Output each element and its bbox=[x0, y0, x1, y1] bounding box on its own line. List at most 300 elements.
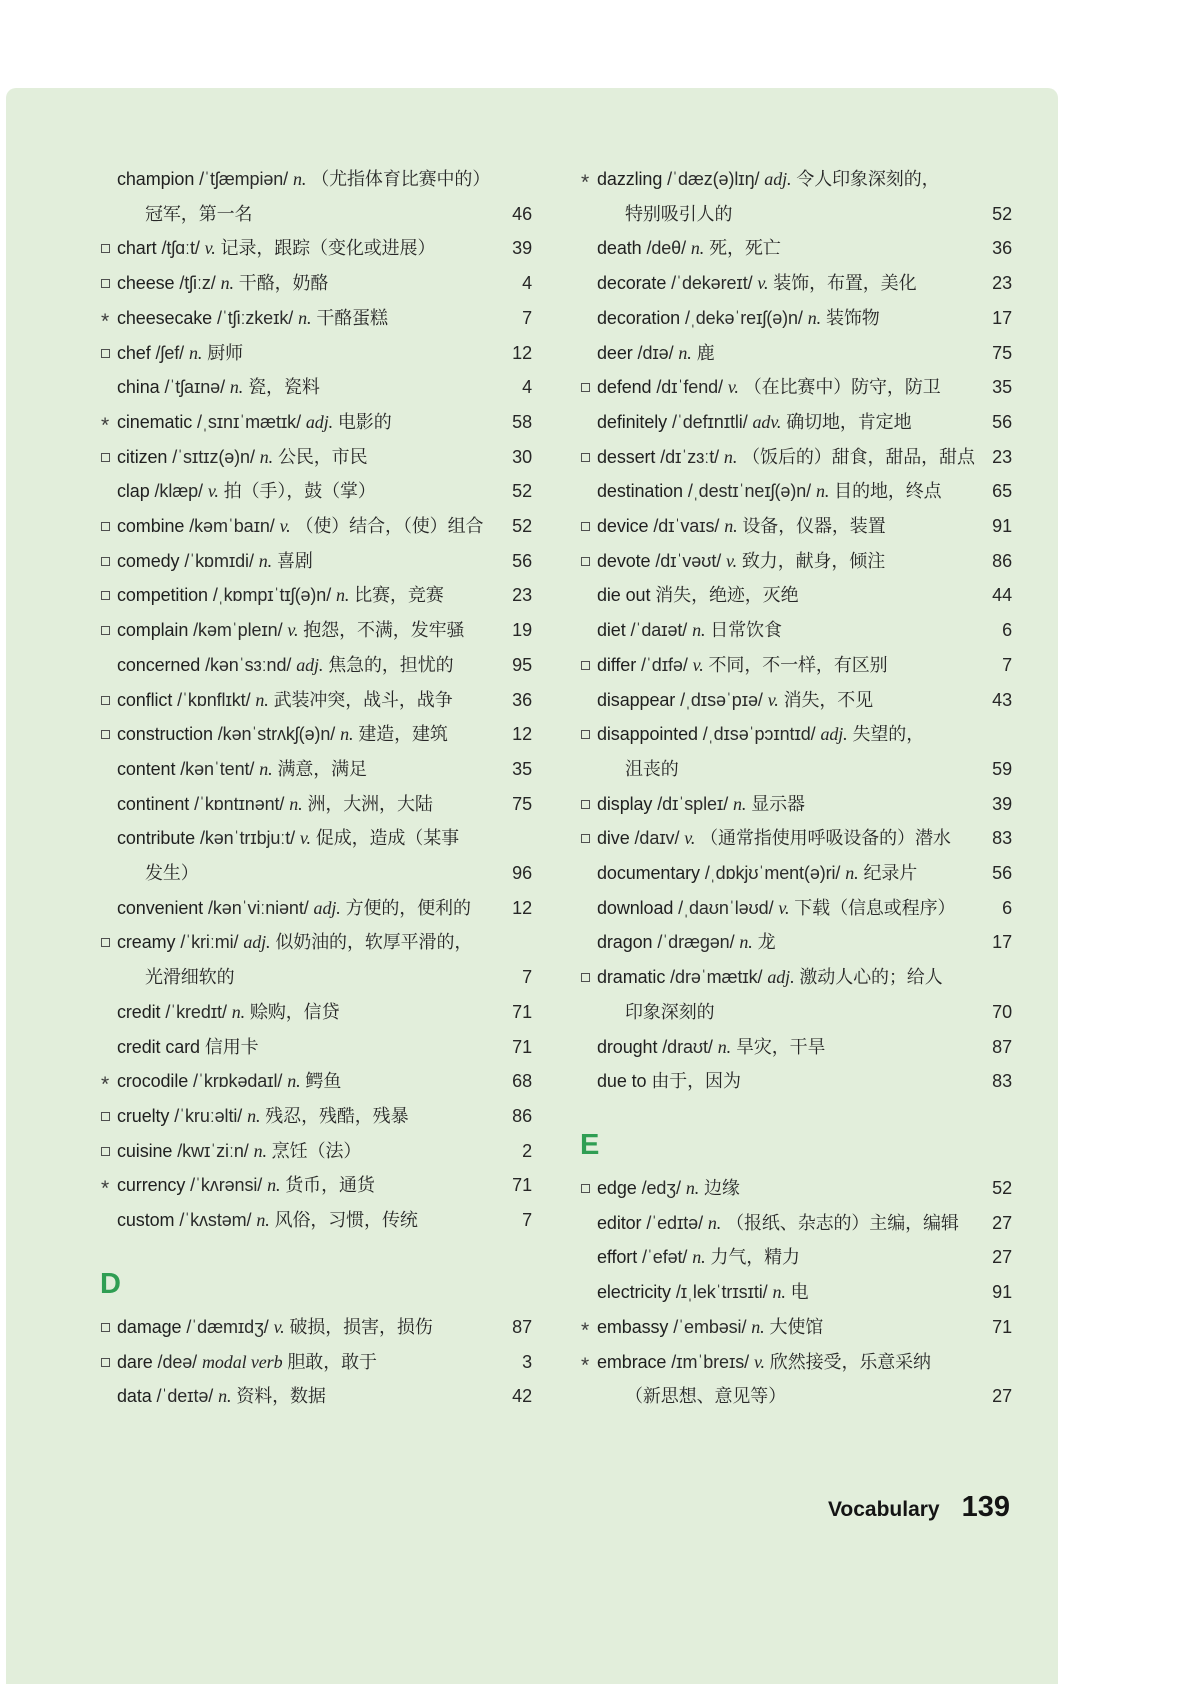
part-of-speech: n. bbox=[772, 1282, 786, 1303]
star-marker bbox=[100, 1168, 117, 1203]
page-number: 35 bbox=[512, 758, 532, 779]
entry-text bbox=[597, 1240, 986, 1275]
entry-text bbox=[117, 544, 506, 579]
no-marker bbox=[100, 648, 117, 683]
part-of-speech: adj. bbox=[313, 897, 341, 918]
entry-line bbox=[100, 648, 532, 683]
page-number: 30 bbox=[512, 446, 532, 467]
entry-line-continuation bbox=[580, 995, 1012, 1030]
phonetic-transcription: /dɪˈvəʊt/ bbox=[655, 550, 722, 571]
vocab-entry bbox=[580, 544, 1012, 579]
vocab-entry bbox=[100, 1168, 532, 1203]
part-of-speech: n. bbox=[807, 307, 822, 328]
definition: 赊购，信贷 bbox=[249, 1001, 340, 1022]
page-number: 70 bbox=[992, 1001, 1012, 1022]
term: citizen bbox=[117, 446, 168, 467]
page-footer bbox=[828, 1491, 1010, 1524]
entry-text bbox=[117, 301, 506, 336]
new-word-box-marker bbox=[100, 544, 117, 579]
part-of-speech: n. bbox=[289, 793, 303, 814]
definition-continuation: 发生） bbox=[145, 863, 199, 884]
vocab-entry bbox=[100, 405, 532, 440]
entry-line bbox=[580, 301, 1012, 336]
phonetic-transcription: /ˈdefɪnɪtli/ bbox=[671, 411, 748, 432]
entry-text bbox=[597, 578, 986, 613]
term: combine bbox=[117, 516, 185, 537]
page-number: 12 bbox=[512, 897, 532, 918]
entry-line bbox=[580, 925, 1012, 960]
new-word-box-marker bbox=[100, 509, 117, 544]
vocab-entry bbox=[580, 856, 1012, 891]
definition: 洲，大洲，大陆 bbox=[307, 793, 433, 814]
phonetic-transcription: /ˈkrɒkədaɪl/ bbox=[193, 1071, 283, 1092]
entry-text bbox=[117, 162, 532, 197]
entry-line bbox=[580, 683, 1012, 718]
entry-line bbox=[100, 474, 532, 509]
page-number: 87 bbox=[992, 1036, 1012, 1057]
definition: 力气，精力 bbox=[710, 1247, 800, 1268]
entry-text bbox=[117, 1203, 506, 1238]
phonetic-transcription: /klæp/ bbox=[154, 481, 203, 502]
page-number: 7 bbox=[522, 1210, 532, 1231]
part-of-speech: n. bbox=[267, 1175, 281, 1196]
definition: （通常指使用呼吸设备的）潜水 bbox=[700, 828, 951, 849]
page-number: 4 bbox=[522, 377, 532, 398]
new-word-box-marker bbox=[580, 648, 597, 683]
page-number: 36 bbox=[992, 238, 1012, 259]
phonetic-transcription: /drəˈmætɪk/ bbox=[670, 967, 763, 988]
phonetic-transcription: /dɪˈzɜːt/ bbox=[660, 446, 720, 467]
phonetic-transcription: /kənˈtent/ bbox=[180, 758, 255, 779]
new-word-box-marker bbox=[580, 821, 597, 856]
phonetic-transcription: /dɪˈvaɪs/ bbox=[653, 516, 720, 537]
definition: 确切地，肯定地 bbox=[786, 411, 912, 432]
definition: （使）结合，（使）组合 bbox=[295, 516, 484, 537]
entry-text bbox=[597, 1310, 986, 1345]
phonetic-transcription: /ˈkruːəlti/ bbox=[174, 1105, 243, 1126]
definition: 边缘 bbox=[704, 1177, 740, 1198]
vocab-entry bbox=[580, 648, 1012, 683]
term: electricity bbox=[597, 1282, 671, 1303]
definition: 目的地，终点 bbox=[834, 481, 942, 502]
vocabulary-page-panel bbox=[6, 88, 1058, 1684]
part-of-speech: adj. bbox=[243, 932, 271, 953]
star-marker bbox=[100, 405, 117, 440]
page-number: 12 bbox=[512, 724, 532, 745]
entry-text bbox=[117, 925, 532, 960]
part-of-speech: n. bbox=[692, 620, 706, 641]
phonetic-transcription: /ˈkriːmi/ bbox=[180, 932, 239, 953]
entry-line bbox=[100, 752, 532, 787]
entry-text bbox=[597, 891, 986, 926]
star-marker bbox=[580, 1345, 597, 1380]
no-marker bbox=[100, 821, 117, 856]
page-number: 7 bbox=[522, 307, 532, 328]
term: competition bbox=[117, 585, 208, 606]
page-number: 65 bbox=[992, 481, 1012, 502]
entry-line bbox=[100, 1064, 532, 1099]
vocab-entry bbox=[100, 162, 532, 231]
term: death bbox=[597, 238, 642, 259]
term: conflict bbox=[117, 689, 173, 710]
entry-text bbox=[597, 787, 986, 822]
entry-line bbox=[100, 717, 532, 752]
page-number: 17 bbox=[992, 307, 1012, 328]
definition: 消失，绝迹，灭绝 bbox=[655, 585, 799, 606]
term: disappear bbox=[597, 689, 676, 710]
page-number: 12 bbox=[512, 342, 532, 363]
term: crocodile bbox=[117, 1071, 189, 1092]
phonetic-transcription: /ˈdæz(ə)lɪŋ/ bbox=[667, 169, 760, 189]
part-of-speech: v. bbox=[767, 689, 779, 710]
part-of-speech: v. bbox=[757, 273, 769, 294]
vocabulary-columns bbox=[100, 162, 1012, 1414]
vocab-entry bbox=[580, 1030, 1012, 1065]
page-number: 71 bbox=[992, 1316, 1012, 1337]
part-of-speech: n. bbox=[253, 1140, 267, 1161]
part-of-speech: n. bbox=[218, 1386, 232, 1407]
entry-text bbox=[117, 1030, 506, 1065]
part-of-speech: modal verb bbox=[202, 1351, 283, 1372]
entry-text bbox=[117, 752, 506, 787]
definition: 信用卡 bbox=[204, 1036, 259, 1057]
term: china bbox=[117, 377, 160, 398]
phonetic-transcription: /kəmˈpleɪn/ bbox=[193, 620, 283, 641]
entry-text bbox=[597, 474, 986, 509]
term: complain bbox=[117, 620, 189, 641]
entry-line bbox=[580, 405, 1012, 440]
column-right bbox=[580, 162, 1012, 1414]
no-marker bbox=[580, 613, 597, 648]
term: due to bbox=[597, 1071, 647, 1092]
entry-line bbox=[580, 474, 1012, 509]
entry-line bbox=[580, 544, 1012, 579]
entry-line bbox=[580, 648, 1012, 683]
definition-continuation: 沮丧的 bbox=[625, 758, 679, 779]
page-number: 52 bbox=[512, 516, 532, 537]
new-word-box-marker bbox=[100, 683, 117, 718]
phonetic-transcription: /ɪmˈbreɪs/ bbox=[671, 1351, 750, 1372]
section-letter-header: D bbox=[100, 1267, 121, 1300]
entry-text bbox=[117, 821, 532, 856]
phonetic-transcription: /ˈkɒnflɪkt/ bbox=[177, 689, 251, 710]
no-marker bbox=[580, 301, 597, 336]
phonetic-transcription: /ˌsɪnɪˈmætɪk/ bbox=[197, 411, 301, 432]
new-word-box-marker bbox=[580, 509, 597, 544]
entry-line bbox=[100, 231, 532, 266]
definition: 破损，损害，损伤 bbox=[289, 1316, 433, 1337]
definition: 资料，数据 bbox=[236, 1386, 326, 1407]
term: decorate bbox=[597, 273, 667, 294]
phonetic-transcription: /tʃɑːt/ bbox=[161, 238, 200, 259]
part-of-speech: v. bbox=[778, 897, 790, 918]
vocab-entry bbox=[100, 683, 532, 718]
term: decoration bbox=[597, 307, 681, 328]
definition: 建造，建筑 bbox=[358, 724, 448, 745]
phonetic-transcription: /ˈdrægən/ bbox=[657, 932, 735, 953]
new-word-box-marker bbox=[100, 613, 117, 648]
phonetic-transcription: /ˈtʃæmpiən/ bbox=[199, 169, 289, 189]
entry-line bbox=[100, 683, 532, 718]
entry-line bbox=[100, 301, 532, 336]
entry-line bbox=[100, 1345, 532, 1380]
entry-line bbox=[580, 787, 1012, 822]
part-of-speech: n. bbox=[739, 932, 753, 953]
definition: 记录，跟踪（变化或进展） bbox=[220, 238, 436, 259]
vocab-entry bbox=[100, 613, 532, 648]
entry-text bbox=[117, 1099, 506, 1134]
entry-line bbox=[100, 162, 532, 197]
vocab-entry bbox=[580, 717, 1012, 786]
entry-text bbox=[117, 336, 506, 371]
term: destination bbox=[597, 481, 683, 502]
entry-text bbox=[597, 717, 1012, 752]
definition: 拍（手），鼓（掌） bbox=[223, 481, 376, 502]
phonetic-transcription: /ˈembəsi/ bbox=[673, 1316, 747, 1337]
definition: 干酪，奶酪 bbox=[238, 273, 329, 294]
new-word-box-marker bbox=[580, 1171, 597, 1206]
vocab-entry bbox=[100, 301, 532, 336]
vocab-entry bbox=[100, 1134, 532, 1169]
definition: 鹿 bbox=[696, 342, 715, 363]
part-of-speech: n. bbox=[815, 481, 830, 502]
term: cuisine bbox=[117, 1140, 173, 1161]
part-of-speech: v. bbox=[684, 828, 696, 849]
new-word-box-marker bbox=[580, 440, 597, 475]
vocab-entry bbox=[100, 717, 532, 752]
entry-text bbox=[597, 1030, 986, 1065]
entry-line-continuation bbox=[580, 752, 1012, 787]
part-of-speech: v. bbox=[727, 377, 739, 398]
part-of-speech: n. bbox=[220, 273, 234, 294]
vocab-entry bbox=[580, 370, 1012, 405]
vocab-entry bbox=[100, 821, 532, 890]
vocab-entry bbox=[580, 509, 1012, 544]
vocab-entry bbox=[100, 1064, 532, 1099]
vocab-entry bbox=[100, 787, 532, 822]
no-marker bbox=[100, 162, 117, 197]
entry-line-continuation bbox=[100, 197, 532, 232]
part-of-speech: adv. bbox=[752, 411, 782, 432]
entry-line bbox=[100, 925, 532, 960]
definition: 公民，市民 bbox=[277, 446, 368, 467]
definition: 似奶油的，软厚平滑的， bbox=[275, 932, 473, 953]
entry-text bbox=[117, 1134, 506, 1169]
new-word-box-marker bbox=[100, 578, 117, 613]
definition-continuation: 印象深刻的 bbox=[625, 1001, 715, 1022]
part-of-speech: v. bbox=[299, 828, 311, 849]
vocab-entry bbox=[100, 544, 532, 579]
no-marker bbox=[580, 1275, 597, 1310]
page-number: 39 bbox=[512, 238, 532, 259]
entry-text bbox=[117, 231, 506, 266]
vocab-entry bbox=[580, 960, 1012, 1029]
no-marker bbox=[100, 891, 117, 926]
new-word-box-marker bbox=[580, 960, 597, 995]
definition: （报纸、杂志的）主编，编辑 bbox=[726, 1212, 959, 1233]
entry-line bbox=[100, 1099, 532, 1134]
phonetic-transcription: /kənˈtrɪbjuːt/ bbox=[199, 828, 296, 849]
definition: 瓷，瓷料 bbox=[248, 377, 320, 398]
definition: 显示器 bbox=[751, 793, 805, 814]
no-marker bbox=[580, 336, 597, 371]
term: device bbox=[597, 516, 649, 537]
new-word-box-marker bbox=[580, 787, 597, 822]
definition-continuation: 冠军，第一名 bbox=[145, 203, 253, 224]
vocab-entry bbox=[100, 925, 532, 994]
vocab-entry bbox=[100, 1310, 532, 1345]
page-number: 59 bbox=[992, 758, 1012, 779]
star-marker bbox=[580, 1310, 597, 1345]
new-word-box-marker bbox=[100, 231, 117, 266]
entry-line bbox=[100, 509, 532, 544]
entry-line bbox=[580, 1064, 1012, 1099]
page-number: 27 bbox=[992, 1247, 1012, 1268]
entry-line bbox=[580, 1310, 1012, 1345]
vocab-entry bbox=[580, 440, 1012, 475]
term: edge bbox=[597, 1177, 637, 1198]
entry-text bbox=[597, 370, 986, 405]
definition: 风俗，习惯，传统 bbox=[274, 1210, 418, 1231]
entry-line bbox=[100, 787, 532, 822]
term: documentary bbox=[597, 863, 700, 884]
entry-line bbox=[580, 440, 1012, 475]
entry-text bbox=[117, 440, 506, 475]
phonetic-transcription: /ˈkɒmɪdi/ bbox=[184, 550, 254, 571]
vocab-entry bbox=[580, 1171, 1012, 1206]
no-marker bbox=[100, 1379, 117, 1414]
definition: 喜剧 bbox=[277, 550, 313, 571]
new-word-box-marker bbox=[580, 717, 597, 752]
no-marker bbox=[580, 1064, 597, 1099]
entry-line bbox=[100, 995, 532, 1030]
part-of-speech: n. bbox=[255, 689, 269, 710]
part-of-speech: n. bbox=[692, 1247, 706, 1268]
page-number: 86 bbox=[992, 550, 1012, 571]
page-number: 71 bbox=[512, 1175, 532, 1196]
term: cheesecake bbox=[117, 307, 213, 328]
phonetic-transcription: /dɪə/ bbox=[637, 342, 674, 363]
no-marker bbox=[580, 231, 597, 266]
definition: 下载（信息或程序） bbox=[794, 897, 956, 918]
page-number: 52 bbox=[992, 203, 1012, 224]
entry-line-continuation bbox=[580, 1379, 1012, 1414]
section-letter-header: E bbox=[580, 1128, 600, 1161]
no-marker bbox=[100, 370, 117, 405]
vocab-entry bbox=[580, 1240, 1012, 1275]
entry-text bbox=[117, 613, 506, 648]
phonetic-transcription: /ˈkɒntɪnənt/ bbox=[194, 793, 285, 814]
page-number: 23 bbox=[992, 273, 1012, 294]
entry-text bbox=[117, 1345, 506, 1380]
part-of-speech: n. bbox=[845, 863, 859, 884]
term: data bbox=[117, 1386, 152, 1407]
phonetic-transcription: /deə/ bbox=[157, 1351, 198, 1372]
phonetic-transcription: /kənˈviːniənt/ bbox=[207, 897, 309, 918]
no-marker bbox=[580, 405, 597, 440]
entry-text bbox=[597, 925, 986, 960]
new-word-box-marker bbox=[100, 1099, 117, 1134]
part-of-speech: adj. bbox=[767, 967, 795, 988]
definition-continuation: 特别吸引人的 bbox=[625, 203, 733, 224]
page-number: 35 bbox=[992, 377, 1012, 398]
part-of-speech: v. bbox=[279, 516, 291, 537]
no-marker bbox=[580, 683, 597, 718]
definition: 失望的， bbox=[852, 724, 925, 745]
vocab-entry bbox=[580, 1345, 1012, 1414]
vocab-entry bbox=[580, 162, 1012, 231]
definition: 消失，不见 bbox=[783, 689, 874, 710]
part-of-speech: adj. bbox=[764, 169, 792, 189]
entry-line bbox=[100, 370, 532, 405]
phonetic-transcription: /ˈkʌstəm/ bbox=[179, 1210, 252, 1231]
term: die out bbox=[597, 585, 651, 606]
entry-text bbox=[117, 1379, 506, 1414]
entry-line-continuation bbox=[580, 197, 1012, 232]
definition: 日常饮食 bbox=[710, 620, 782, 641]
page-number: 43 bbox=[992, 689, 1012, 710]
vocab-entry bbox=[100, 231, 532, 266]
phonetic-transcription: /draʊt/ bbox=[662, 1036, 713, 1057]
page-number: 17 bbox=[992, 932, 1012, 953]
part-of-speech: n. bbox=[717, 1036, 732, 1057]
page-number: 75 bbox=[512, 793, 532, 814]
term: dessert bbox=[597, 446, 656, 467]
page-number: 19 bbox=[512, 620, 532, 641]
vocab-entry bbox=[580, 578, 1012, 613]
entry-line bbox=[100, 1168, 532, 1203]
entry-text bbox=[117, 787, 506, 822]
vocab-entry bbox=[580, 1206, 1012, 1241]
phonetic-transcription: /dɪˈspleɪ/ bbox=[657, 793, 729, 814]
entry-text bbox=[117, 891, 506, 926]
phonetic-transcription: /kəmˈbaɪn/ bbox=[189, 516, 275, 537]
no-marker bbox=[580, 856, 597, 891]
no-marker bbox=[580, 578, 597, 613]
term: creamy bbox=[117, 932, 176, 953]
definition: 胆敢，敢于 bbox=[287, 1351, 377, 1372]
phonetic-transcription: /ˌkɒmpɪˈtɪʃ(ə)n/ bbox=[212, 585, 332, 606]
page-number: 71 bbox=[512, 1036, 532, 1057]
entry-line bbox=[100, 266, 532, 301]
part-of-speech: v. bbox=[287, 620, 299, 641]
entry-line bbox=[100, 336, 532, 371]
entry-line bbox=[100, 1379, 532, 1414]
entry-line bbox=[580, 960, 1012, 995]
definition: 武装冲突，战斗，战争 bbox=[273, 689, 453, 710]
phonetic-transcription: /deθ/ bbox=[646, 238, 686, 259]
term: dramatic bbox=[597, 967, 666, 988]
entry-text bbox=[117, 1310, 506, 1345]
page-number: 91 bbox=[992, 1282, 1012, 1303]
vocab-entry bbox=[580, 266, 1012, 301]
entry-text bbox=[117, 648, 506, 683]
entry-line bbox=[580, 370, 1012, 405]
no-marker bbox=[580, 1240, 597, 1275]
page-number: 36 bbox=[512, 689, 532, 710]
entry-line bbox=[100, 1030, 532, 1065]
vocab-entry bbox=[580, 925, 1012, 960]
entry-text bbox=[597, 231, 986, 266]
term: damage bbox=[117, 1316, 182, 1337]
page-number: 23 bbox=[992, 446, 1012, 467]
term: contribute bbox=[117, 828, 196, 849]
footer-page-number: 139 bbox=[961, 1491, 1010, 1523]
entry-text bbox=[597, 648, 986, 683]
entry-text bbox=[597, 821, 986, 856]
definition: 厨师 bbox=[207, 342, 243, 363]
term: definitely bbox=[597, 411, 668, 432]
